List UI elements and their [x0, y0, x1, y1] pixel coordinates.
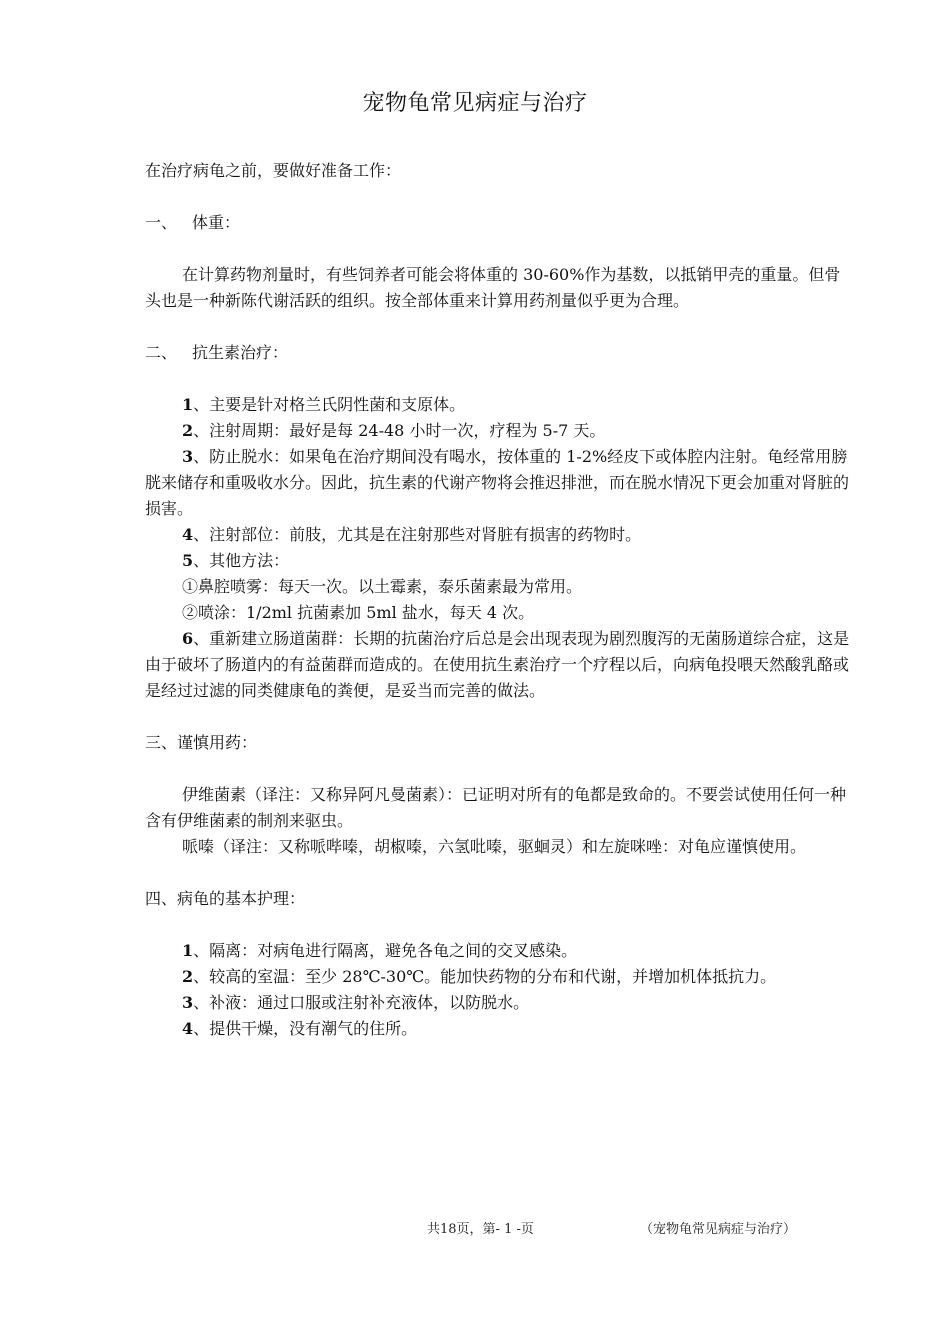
section-3-heading: 三、谨慎用药：	[145, 733, 258, 752]
section-2-title: 抗生素治疗：	[192, 343, 289, 362]
section-1-title: 体重：	[192, 213, 241, 232]
footer-page-info: 共18页，第- 1 -页	[427, 1222, 534, 1237]
section-3-paragraph: 哌嗪（译注：又称哌哔嗪，胡椒嗪，六氢吡嗪，驱蛔灵）和左旋咪唑：对龟应谨慎使用。	[182, 837, 807, 856]
section-1-heading	[145, 210, 850, 236]
section-3-paragraph: 伊维菌素（译注：又称异阿凡曼菌素）：已证明对所有的龟都是致命的。不要尝试使用任何一种含有伊维菌素的制剂来驱虫。	[145, 785, 847, 830]
list-item: 2、注射周期：最好是每 24-48 小时一次，疗程为 5-7 天。	[182, 421, 606, 440]
list-item: 3、补液：通过口服或注射补充液体，以防脱水。	[182, 993, 530, 1012]
sub-list-item: ①鼻腔喷雾：每天一次。以土霉素，泰乐菌素最为常用。	[182, 577, 583, 596]
page-title: 宠物龟常见病症与治疗	[362, 91, 588, 116]
list-item: 4、注射部位：前肢，尤其是在注射那些对肾脏有损害的药物时。	[182, 525, 642, 544]
section-1-paragraph: 在计算药物剂量时，有些饲养者可能会将体重的 30-60%作为基数，以抵销甲壳的重量。但骨头也是一种新陈代谢活跃的组织。按全部体重来计算用药剂量似乎更为合理。	[145, 265, 841, 310]
document-body	[145, 158, 850, 1042]
list-item: 1、主要是针对格兰氏阴性菌和支原体。	[182, 395, 466, 414]
list-item: 1、隔离：对病龟进行隔离，避免各龟之间的交叉感染。	[182, 941, 578, 960]
sub-list-item: ②喷涂：1/2ml 抗菌素加 5ml 盐水，每天 4 次。	[182, 603, 535, 622]
list-item: 6、重新建立肠道菌群：长期的抗菌治疗后总是会出现表现为剧烈腹泻的无菌肠道综合症，这是由于破坏了肠道内的有益菌群而造成的。在使用抗生素治疗一个疗程以后，向病龟投喂天然酸乳酪或是经过过滤的同类健康龟的粪便，是妥当而完善的做法。	[145, 629, 850, 700]
section-2-heading	[145, 340, 850, 366]
list-item: 2、较高的室温：至少 28℃-30℃。能加快药物的分布和代谢，并增加机体抵抗力。	[182, 967, 777, 986]
intro-text: 在治疗病龟之前，要做好准备工作：	[145, 161, 402, 180]
section-1-number: 一、	[145, 213, 178, 232]
section-4-heading: 四、病龟的基本护理：	[145, 889, 306, 908]
list-item: 4、提供干燥，没有潮气的住所。	[182, 1019, 418, 1038]
footer-running-title: （宠物龟常见病症与治疗）	[640, 1222, 797, 1237]
list-item: 5、其他方法：	[182, 551, 290, 570]
section-2-number: 二、	[145, 343, 178, 362]
list-item: 3、防止脱水：如果龟在治疗期间没有喝水，按体重的 1-2%经皮下或体腔内注射。龟经常用膀胱来储存和重吸收水分。因此，抗生素的代谢产物将会推迟排泄，而在脱水情况下更会加重对肾脏的损害。	[145, 447, 850, 518]
